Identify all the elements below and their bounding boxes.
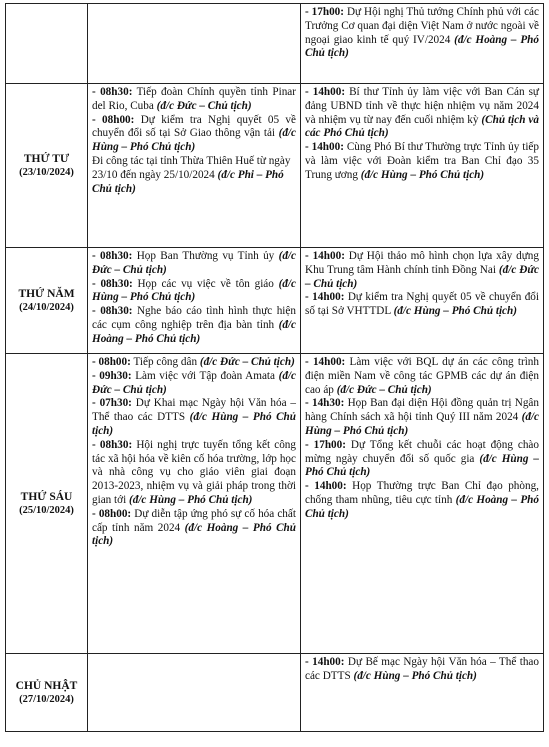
- entry-time: - 14h00:: [305, 656, 345, 668]
- entry-assignee: (đ/c Hùng – Phó Chủ tịch): [129, 493, 253, 506]
- entry-text: Bí thư Tỉnh ủy làm việc với Ban Cán sự đảng UBND tỉnh về thực hiện nhiệm vụ năm 2024 và nhiệm vụ từ nay đến cuối nhiệm kỳ: [305, 86, 539, 126]
- schedule-table: [5, 3, 544, 732]
- entry-time: - 08h30:: [92, 438, 133, 451]
- schedule-row: [6, 84, 544, 248]
- schedule-row: [6, 354, 544, 654]
- day-name: THỨ NĂM: [18, 288, 75, 300]
- entry-assignee: (đ/c Phi – Phó Chủ tịch): [92, 168, 284, 195]
- day-date: (24/10/2024): [19, 302, 74, 313]
- entry-time: - 09h30:: [92, 369, 132, 382]
- schedule-entry: [305, 656, 539, 684]
- schedule-entry: [305, 250, 539, 291]
- entry-text: Dự Tổng kết chuỗi các hoạt động chào mừng ngày chuyển đổi số quốc gia: [305, 438, 539, 465]
- afternoon-cell: [301, 84, 544, 248]
- afternoon-cell: [301, 248, 544, 354]
- schedule-entry: [305, 480, 539, 521]
- schedule-body: [6, 4, 544, 732]
- entry-text: Họp Ban Thường vụ Tỉnh ủy: [132, 250, 279, 262]
- schedule-entry: [92, 370, 296, 398]
- afternoon-cell: [301, 654, 544, 732]
- entry-text: Dự Hội thảo mô hình chọn lựa xây dựng Khu Trung tâm Hành chính tỉnh Đồng Nai: [305, 250, 539, 276]
- day-date: (25/10/2024): [19, 505, 74, 516]
- entry-assignee: (đ/c Hùng – Phó Chủ tịch): [305, 411, 539, 437]
- entry-time: - 14h00:: [305, 141, 344, 154]
- entry-text: Làm việc với Tập đoàn Amata: [131, 369, 279, 382]
- afternoon-cell: [301, 354, 544, 654]
- schedule-entry: [92, 397, 296, 438]
- entry-time: - 17h00:: [305, 6, 344, 18]
- entry-assignee: (đ/c Hùng – Phó Chủ tịch): [360, 168, 485, 181]
- entry-time: - 07h30:: [92, 397, 132, 410]
- entry-text: Nghe báo cáo tình hình thực hiện các cụm công nghiệp trên địa bàn tỉnh: [92, 305, 296, 331]
- schedule-entry: [92, 155, 296, 196]
- entry-assignee: (đ/c Hoàng – Phó Chủ tịch): [92, 521, 296, 548]
- entry-assignee: (đ/c Đức – Chủ tịch): [336, 383, 432, 396]
- entry-text: Dự diễn tập ứng phó sự cố hóa chất cấp tỉnh năm 2024: [92, 507, 296, 534]
- schedule-entry: [305, 397, 539, 438]
- morning-cell: [88, 654, 301, 732]
- entry-text: Tiếp công dân: [130, 356, 200, 368]
- schedule-row: [6, 248, 544, 354]
- entry-text: Dự Khai mạc Ngày hội Văn hóa – Thể thao các DTTS: [92, 397, 296, 424]
- entry-text: Cùng Phó Bí thư Thường trực Tỉnh ủy tiếp và làm việc với Đoàn kiểm tra Ban Chỉ đạo 35 Trung ương: [305, 141, 539, 181]
- morning-cell: [88, 84, 301, 248]
- entry-time: - 08h00:: [92, 113, 135, 126]
- day-cell: [6, 84, 88, 248]
- entry-text: Tiếp đoàn Chính quyền tỉnh Pinar del Rio, Cuba: [92, 86, 296, 112]
- entry-text: Dự Hội nghị Thủ tướng Chính phủ với các Trưởng Cơ quan đại diện Việt Nam ở nước ngoài về ngoại giao kinh tế quý IV/2024: [305, 6, 539, 46]
- entry-assignee: (đ/c Hoàng – Phó Chủ tịch): [305, 493, 539, 520]
- entry-time: - 17h00:: [305, 438, 346, 451]
- day-date: (27/10/2024): [19, 694, 74, 705]
- schedule-entry: [92, 356, 296, 370]
- schedule-entry: [92, 114, 296, 155]
- schedule-entry: [92, 86, 296, 114]
- entry-assignee: (Chủ tịch và các Phó Chủ tịch): [305, 113, 539, 140]
- entry-assignee: (đ/c Đức – Chủ tịch): [199, 356, 295, 368]
- morning-cell: [88, 354, 301, 654]
- entry-time: - 14h00:: [305, 480, 347, 493]
- schedule-row: [6, 654, 544, 732]
- schedule-entry: [305, 291, 539, 319]
- entry-text: Họp các vụ việc về tôn giáo: [132, 277, 279, 290]
- entry-assignee: (đ/c Hùng – Phó Chủ tịch): [92, 127, 296, 154]
- entry-text: Dự kiểm tra Nghị quyết 05 về chuyển đổi số tại Sở Giao thông vận tải: [92, 113, 296, 140]
- entry-time: - 08h30:: [92, 277, 133, 290]
- entry-assignee: (đ/c Hùng – Phó Chủ tịch): [92, 277, 296, 304]
- entry-time: - 08h30:: [92, 86, 133, 98]
- day-date: (23/10/2024): [19, 167, 74, 178]
- entry-text: Hội nghị trực tuyến tổng kết công tác xã hội hóa về kiên cố hóa trường, lớp học và nhà công vụ cho giáo viên giai đoạn 2013-2023, nhiệm vụ và giải pháp trong thời gian tới: [92, 438, 296, 506]
- entry-time: - 08h30:: [92, 250, 133, 262]
- day-name: CHỦ NHẬT: [15, 680, 78, 692]
- entry-time: - 08h00:: [92, 356, 131, 368]
- entry-assignee: (đ/c Hùng – Phó Chủ tịch): [353, 669, 477, 682]
- afternoon-cell: [301, 4, 544, 84]
- entry-time: - 14h00:: [305, 356, 346, 368]
- entry-text: Đi công tác tại tỉnh Thừa Thiên Huế từ ngày 23/10 đến ngày 25/10/2024: [92, 154, 291, 181]
- entry-assignee: (đ/c Đức – Chủ tịch): [92, 369, 296, 396]
- day-cell: [6, 4, 88, 84]
- entry-assignee: (đ/c Hùng – Phó Chủ tịch): [305, 452, 539, 479]
- entry-assignee: (đ/c Hoàng – Phó Chủ tịch): [92, 318, 296, 345]
- day-name: THỨ TƯ: [23, 153, 70, 165]
- entry-assignee: (đ/c Đức – Chủ tịch): [92, 250, 296, 276]
- day-cell: [6, 354, 88, 654]
- day-cell: [6, 654, 88, 732]
- schedule-entry: [92, 278, 296, 306]
- schedule-entry: [305, 356, 539, 397]
- entry-assignee: (đ/c Đức – Chủ tịch): [305, 263, 539, 290]
- morning-cell: [88, 4, 301, 84]
- entry-text: Làm việc với BQL dự án các công trình điện miền Nam về công tác GPMB các dự án điện cao áp: [305, 356, 539, 396]
- morning-cell: [88, 248, 301, 354]
- entry-text: Họp Ban đại diện Hội đồng quản trị Ngân hàng Chính sách xã hội tỉnh Quý III năm 2024: [305, 397, 539, 424]
- entry-time: - 14h00:: [305, 250, 345, 262]
- entry-text: Họp Thường trực Ban Chỉ đạo phòng, chống tham nhũng, tiêu cực tỉnh: [305, 480, 539, 506]
- entry-assignee: (đ/c Hoàng – Phó Chủ tịch): [305, 33, 539, 60]
- schedule-entry: [92, 250, 296, 278]
- entry-time: - 14h00:: [305, 291, 345, 304]
- schedule-entry: [92, 305, 296, 346]
- entry-text: Dự Bế mạc Ngày hội Văn hóa – Thể thao các DTTS: [305, 656, 539, 682]
- entry-assignee: (đ/c Hùng – Phó Chủ tịch): [92, 411, 296, 437]
- schedule-entry: [92, 439, 296, 508]
- day-cell: [6, 248, 88, 354]
- entry-text: Dự kiểm tra Nghị quyết 05 về chuyển đổi số tại Sở VHTTDL: [305, 291, 539, 318]
- schedule-entry: [305, 439, 539, 480]
- schedule-entry: [305, 6, 539, 61]
- day-name: THỨ SÁU: [20, 491, 73, 503]
- schedule-entry: [92, 508, 296, 549]
- schedule-entry: [305, 86, 539, 141]
- entry-time: - 14h00:: [305, 86, 346, 98]
- entry-assignee: (đ/c Đức – Chủ tịch): [156, 99, 252, 112]
- schedule-entry: [305, 141, 539, 182]
- entry-time: - 14h30:: [305, 397, 345, 410]
- entry-time: - 08h30:: [92, 305, 133, 318]
- entry-assignee: (đ/c Hùng – Phó Chủ tịch): [393, 305, 517, 318]
- entry-time: - 08h00:: [92, 507, 132, 520]
- schedule-row: [6, 4, 544, 84]
